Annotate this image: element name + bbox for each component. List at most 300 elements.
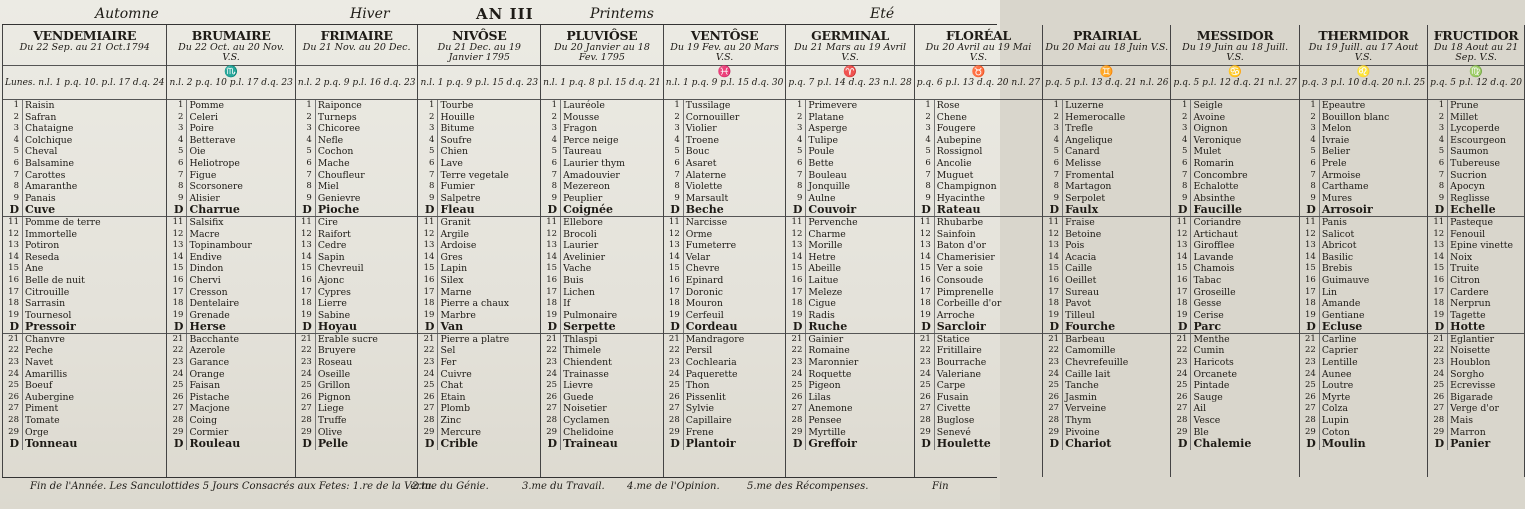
- day-row: [1043, 275, 1170, 287]
- month-column: [417, 25, 540, 477]
- day-number: D: [1177, 437, 1188, 451]
- day-number: 23: [1433, 357, 1445, 368]
- moon-phases: p.q. 5 p.l. 13 d.q. 21 n.l. 26: [1043, 78, 1170, 100]
- day-name: Hoyau: [315, 321, 418, 333]
- day-row: [1043, 369, 1170, 381]
- day-name: Scorsonere: [186, 181, 294, 193]
- zodiac-sign: ♊: [1099, 65, 1114, 78]
- day-row: [418, 357, 540, 369]
- day-name: Truite: [1447, 263, 1524, 275]
- day-number: 19: [919, 309, 931, 320]
- day-number: 14: [1304, 251, 1316, 262]
- day-name: Faulx: [1062, 204, 1170, 216]
- day-number: 21: [546, 333, 558, 344]
- day-name: Rossignol: [934, 146, 1042, 158]
- day-number: 6: [551, 157, 558, 168]
- month-column: [1427, 25, 1525, 477]
- day-row: [1300, 333, 1427, 346]
- day-number: 22: [1433, 345, 1445, 356]
- day-number: 9: [1310, 192, 1316, 203]
- day-number: 23: [919, 357, 931, 368]
- day-name: Lavande: [1190, 252, 1298, 264]
- day-row: [1428, 170, 1524, 182]
- day-row: [3, 415, 166, 427]
- day-name: Lin: [1319, 287, 1427, 299]
- day-number: 27: [8, 403, 19, 414]
- day-number: 25: [1304, 380, 1316, 391]
- day-row: [1171, 310, 1298, 322]
- day-name: Absinthe: [1190, 193, 1298, 205]
- day-name: Oie: [186, 146, 294, 158]
- day-number: 1: [925, 100, 931, 110]
- day-number: 3: [796, 123, 803, 134]
- day-name: Cheval: [22, 146, 166, 158]
- day-name: Sucrion: [1447, 170, 1524, 182]
- moon-phases: n.l. 2 p.q. 9 p.l. 16 d.q. 23: [296, 78, 418, 100]
- day-number: 22: [1176, 345, 1188, 356]
- day-name: Bacchante: [186, 334, 294, 346]
- day-name: Coton: [1319, 427, 1427, 439]
- day-number: 23: [423, 357, 435, 368]
- day-row: [1043, 415, 1170, 427]
- day-number: D: [670, 203, 680, 217]
- day-number: 8: [1053, 181, 1060, 192]
- day-name: Pignon: [315, 392, 418, 404]
- day-row: [1171, 403, 1298, 415]
- day-name: Myrtille: [805, 427, 913, 439]
- day-number: 21: [1304, 333, 1316, 344]
- day-number: 12: [919, 228, 931, 239]
- day-number: 11: [300, 216, 312, 227]
- day-number: 7: [1310, 169, 1316, 180]
- day-name: Traineau: [560, 438, 663, 450]
- day-row: [167, 298, 294, 310]
- day-name: Pomme: [186, 100, 294, 112]
- day-number: 16: [668, 274, 680, 285]
- day-row: [3, 112, 166, 124]
- day-name: Alisier: [186, 193, 294, 205]
- day-number: 3: [1310, 123, 1316, 134]
- day-name: Marne: [437, 287, 540, 299]
- day-name: Raifort: [315, 229, 418, 241]
- day-name: Gentiane: [1319, 310, 1427, 322]
- day-row: [1300, 392, 1427, 404]
- day-number: 13: [1048, 240, 1060, 251]
- day-row: [1043, 158, 1170, 170]
- day-name: Fougere: [934, 123, 1042, 135]
- day-number: 28: [300, 415, 312, 426]
- day-name: Cornouiller: [683, 112, 786, 124]
- day-row: [1300, 380, 1427, 392]
- day-row: [1043, 392, 1170, 404]
- day-row: [1171, 380, 1298, 392]
- day-row: [664, 158, 786, 170]
- day-number: 19: [423, 309, 435, 320]
- day-row: [915, 229, 1042, 241]
- footer-recompenses: 5.me des Récompenses.: [747, 481, 869, 492]
- day-name: Figue: [186, 170, 294, 182]
- day-number: 1: [429, 100, 435, 110]
- day-name: Lapin: [437, 263, 540, 275]
- day-name: Oignon: [1190, 123, 1298, 135]
- day-row: [541, 357, 663, 369]
- day-number: 2: [178, 111, 184, 122]
- day-number: 26: [1433, 391, 1445, 402]
- day-row: [3, 216, 166, 229]
- day-list: [1171, 100, 1298, 450]
- day-number: 7: [1438, 169, 1445, 180]
- day-name: Jonquille: [805, 181, 913, 193]
- day-number: 29: [1048, 426, 1060, 437]
- day-row: [1428, 287, 1524, 299]
- day-row: [664, 415, 786, 427]
- day-row: [664, 298, 786, 310]
- day-name: Plantoir: [683, 438, 786, 450]
- day-number: 22: [1048, 345, 1060, 356]
- day-name: Buis: [560, 275, 663, 287]
- day-name: Carottes: [22, 170, 166, 182]
- season-spring: Printems: [590, 6, 654, 22]
- day-number: D: [1049, 320, 1060, 334]
- day-row: [296, 100, 418, 112]
- day-name: Tussilage: [683, 100, 786, 112]
- day-number: 29: [919, 426, 931, 437]
- day-number: 2: [13, 111, 19, 122]
- day-row: [786, 112, 913, 124]
- day-number: 16: [1304, 274, 1316, 285]
- day-number: 9: [13, 192, 19, 203]
- season-winter: Hiver: [350, 6, 390, 22]
- day-number: 1: [551, 100, 558, 110]
- day-number: 11: [1304, 216, 1316, 227]
- day-name: Melisse: [1062, 158, 1170, 170]
- day-name: Ecrevisse: [1447, 380, 1524, 392]
- day-name: Corbeille d'or: [934, 298, 1042, 310]
- day-number: 18: [1433, 298, 1445, 309]
- day-name: Chiendent: [560, 357, 663, 369]
- day-number: 18: [300, 298, 312, 309]
- day-name: Orcanete: [1190, 369, 1298, 381]
- day-number: 25: [546, 380, 558, 391]
- day-name: Tilleul: [1062, 310, 1170, 322]
- month-dates: Du 19 Juill. au 17 Aout V.S.: [1300, 43, 1427, 66]
- day-name: Amarillis: [22, 369, 166, 381]
- day-number: 24: [791, 368, 803, 379]
- day-name: Bouleau: [805, 170, 913, 182]
- day-name: Perce neige: [560, 135, 663, 147]
- day-number: 21: [791, 333, 803, 344]
- day-row: [1300, 357, 1427, 369]
- day-name: Bette: [805, 158, 913, 170]
- day-list: [3, 100, 166, 450]
- day-number: D: [424, 320, 435, 334]
- day-name: Poule: [805, 146, 913, 158]
- day-row: [541, 252, 663, 264]
- day-row: [418, 170, 540, 182]
- day-row: [1171, 333, 1298, 346]
- day-row: [418, 310, 540, 322]
- day-name: Chervi: [186, 275, 294, 287]
- day-name: Grenade: [186, 310, 294, 322]
- day-number: 26: [172, 391, 184, 402]
- day-name: Ver a soie: [934, 263, 1042, 275]
- day-row: [664, 275, 786, 287]
- day-name: Amande: [1319, 298, 1427, 310]
- day-number: 4: [1310, 134, 1316, 145]
- day-row: [296, 438, 418, 450]
- day-row: [418, 369, 540, 381]
- day-name: Chamerisier: [934, 252, 1042, 264]
- day-number: 26: [919, 391, 931, 402]
- day-name: Cardere: [1447, 287, 1524, 299]
- day-row: [1171, 415, 1298, 427]
- day-number: 4: [429, 134, 435, 145]
- day-row: [1300, 240, 1427, 252]
- day-number: 12: [546, 228, 558, 239]
- day-row: [1171, 204, 1298, 216]
- day-row: [418, 392, 540, 404]
- day-number: 29: [8, 426, 19, 437]
- day-row: [1428, 229, 1524, 241]
- day-name: Noisette: [1447, 345, 1524, 357]
- day-row: [1171, 298, 1298, 310]
- day-row: [786, 275, 913, 287]
- day-name: Azerole: [186, 345, 294, 357]
- day-name: Noix: [1447, 252, 1524, 264]
- day-name: Belier: [1319, 146, 1427, 158]
- day-number: 2: [429, 111, 435, 122]
- day-row: [296, 146, 418, 158]
- day-number: 26: [1048, 391, 1060, 402]
- month-column: [166, 25, 294, 477]
- day-name: Colchique: [22, 135, 166, 147]
- day-row: [915, 321, 1042, 333]
- day-name: Cerfeuil: [683, 310, 786, 322]
- day-row: [786, 146, 913, 158]
- month-dates: Du 21 Mars au 19 Avril V.S.: [786, 43, 913, 66]
- day-name: Sapin: [315, 252, 418, 264]
- day-number: 15: [300, 263, 312, 274]
- day-number: 13: [423, 240, 435, 251]
- day-name: Radis: [805, 310, 913, 322]
- day-row: [3, 287, 166, 299]
- day-row: [167, 240, 294, 252]
- day-row: [418, 333, 540, 346]
- day-number: 5: [551, 146, 558, 157]
- day-row: [3, 158, 166, 170]
- day-name: Aubergine: [22, 392, 166, 404]
- day-row: [167, 123, 294, 135]
- day-number: D: [670, 320, 680, 334]
- day-name: Senevé: [934, 427, 1042, 439]
- day-name: Gesse: [1190, 298, 1298, 310]
- day-row: [1428, 345, 1524, 357]
- zodiac-sign: [3, 66, 166, 78]
- day-name: Houlette: [934, 438, 1042, 450]
- day-number: 11: [172, 216, 184, 227]
- day-number: 18: [1048, 298, 1060, 309]
- day-row: [418, 158, 540, 170]
- day-name: Primevere: [805, 100, 913, 112]
- day-row: [664, 321, 786, 333]
- day-number: 19: [172, 309, 184, 320]
- day-number: 29: [668, 426, 680, 437]
- footer: [2, 481, 997, 495]
- day-name: Armoise: [1319, 170, 1427, 182]
- day-number: 12: [172, 228, 184, 239]
- day-name: Peuplier: [560, 193, 663, 205]
- day-name: Cresson: [186, 287, 294, 299]
- day-number: 7: [13, 169, 19, 180]
- day-number: 12: [668, 228, 680, 239]
- day-name: Fragon: [560, 123, 663, 135]
- day-name: Lupin: [1319, 415, 1427, 427]
- day-row: [541, 380, 663, 392]
- day-number: 4: [13, 134, 19, 145]
- day-row: [3, 298, 166, 310]
- day-row: [786, 263, 913, 275]
- day-row: [1300, 170, 1427, 182]
- day-name: Brocoli: [560, 229, 663, 241]
- day-row: [1043, 204, 1170, 216]
- day-row: [296, 369, 418, 381]
- footer-travail: 3.me du Travail.: [522, 481, 605, 492]
- day-row: [418, 193, 540, 205]
- day-row: [541, 100, 663, 112]
- day-name: Aulne: [805, 193, 913, 205]
- day-name: Heliotrope: [186, 158, 294, 170]
- day-number: 9: [178, 192, 184, 203]
- day-row: [418, 240, 540, 252]
- day-name: Aunee: [1319, 369, 1427, 381]
- day-name: Platane: [805, 112, 913, 124]
- day-number: D: [9, 437, 19, 451]
- day-row: [1171, 263, 1298, 275]
- day-row: [1043, 229, 1170, 241]
- day-number: 9: [1053, 192, 1060, 203]
- day-number: 5: [674, 146, 680, 157]
- day-number: 15: [1433, 263, 1445, 274]
- day-row: [296, 415, 418, 427]
- day-name: Prele: [1319, 158, 1427, 170]
- day-row: [664, 240, 786, 252]
- day-row: [1428, 240, 1524, 252]
- day-number: 28: [1176, 415, 1188, 426]
- day-row: [664, 369, 786, 381]
- day-name: Cuve: [22, 204, 166, 216]
- footer-opinion: 4.me de l'Opinion.: [627, 481, 720, 492]
- day-name: Trefle: [1062, 123, 1170, 135]
- day-name: Lilas: [805, 392, 913, 404]
- day-name: Girofflee: [1190, 240, 1298, 252]
- moon-phases: n.l. 1 p.q. 9 p.l. 15 d.q. 30: [664, 78, 786, 100]
- day-name: Eglantier: [1447, 334, 1524, 346]
- day-name: Potiron: [22, 240, 166, 252]
- day-name: Statice: [934, 334, 1042, 346]
- day-row: [1428, 204, 1524, 216]
- day-row: [296, 112, 418, 124]
- day-name: Tulipe: [805, 135, 913, 147]
- day-name: Angelique: [1062, 135, 1170, 147]
- day-row: [1428, 298, 1524, 310]
- day-number: 24: [919, 368, 931, 379]
- day-number: 8: [1438, 181, 1445, 192]
- day-name: Cire: [315, 217, 418, 229]
- day-name: Vache: [560, 263, 663, 275]
- day-number: 14: [1176, 251, 1188, 262]
- day-number: 23: [791, 357, 803, 368]
- month-name: FRIMAIRE: [320, 28, 393, 43]
- day-number: 15: [8, 263, 19, 274]
- day-name: Caprier: [1319, 345, 1427, 357]
- day-number: 22: [546, 345, 558, 356]
- day-number: 11: [8, 216, 19, 227]
- day-number: 9: [925, 192, 931, 203]
- day-row: [296, 357, 418, 369]
- day-number: 27: [1304, 403, 1316, 414]
- day-name: Amadouvier: [560, 170, 663, 182]
- day-name: Navet: [22, 357, 166, 369]
- day-row: [1171, 287, 1298, 299]
- day-row: [418, 298, 540, 310]
- day-name: Mercure: [437, 427, 540, 439]
- day-name: Betterave: [186, 135, 294, 147]
- day-name: Tournesol: [22, 310, 166, 322]
- day-number: 18: [919, 298, 931, 309]
- day-name: Sarrasin: [22, 298, 166, 310]
- day-number: 7: [1053, 169, 1060, 180]
- day-name: Verveine: [1062, 403, 1170, 415]
- day-name: Laurier: [560, 240, 663, 252]
- day-row: [1428, 146, 1524, 158]
- day-number: 26: [300, 391, 312, 402]
- day-row: [167, 170, 294, 182]
- day-name: Crible: [437, 438, 540, 450]
- day-number: 12: [1433, 228, 1445, 239]
- day-name: Vesce: [1190, 415, 1298, 427]
- day-row: [167, 310, 294, 322]
- day-name: Romarin: [1190, 158, 1298, 170]
- day-row: [1428, 252, 1524, 264]
- day-number: D: [1049, 437, 1060, 451]
- day-row: [1043, 333, 1170, 346]
- day-number: 19: [791, 309, 803, 320]
- day-number: 19: [1176, 309, 1188, 320]
- day-name: Escourgeon: [1447, 135, 1524, 147]
- day-name: Fritillaire: [934, 345, 1042, 357]
- day-number: 7: [429, 169, 435, 180]
- day-name: Hyacinthe: [934, 193, 1042, 205]
- day-list: [541, 100, 663, 450]
- day-number: 29: [791, 426, 803, 437]
- day-list: [915, 100, 1042, 450]
- day-name: Tomate: [22, 415, 166, 427]
- day-row: [296, 123, 418, 135]
- day-row: [915, 112, 1042, 124]
- day-number: 21: [8, 333, 19, 344]
- day-name: Miel: [315, 181, 418, 193]
- day-row: [664, 181, 786, 193]
- day-name: Muguet: [934, 170, 1042, 182]
- day-name: Baton d'or: [934, 240, 1042, 252]
- day-name: Acacia: [1062, 252, 1170, 264]
- day-row: [1043, 170, 1170, 182]
- day-row: [915, 438, 1042, 450]
- moon-phases: p.q. 6 p.l. 13 d.q. 20 n.l. 27: [915, 78, 1042, 100]
- day-name: Panis: [1319, 217, 1427, 229]
- day-row: [541, 333, 663, 346]
- day-number: D: [547, 203, 558, 217]
